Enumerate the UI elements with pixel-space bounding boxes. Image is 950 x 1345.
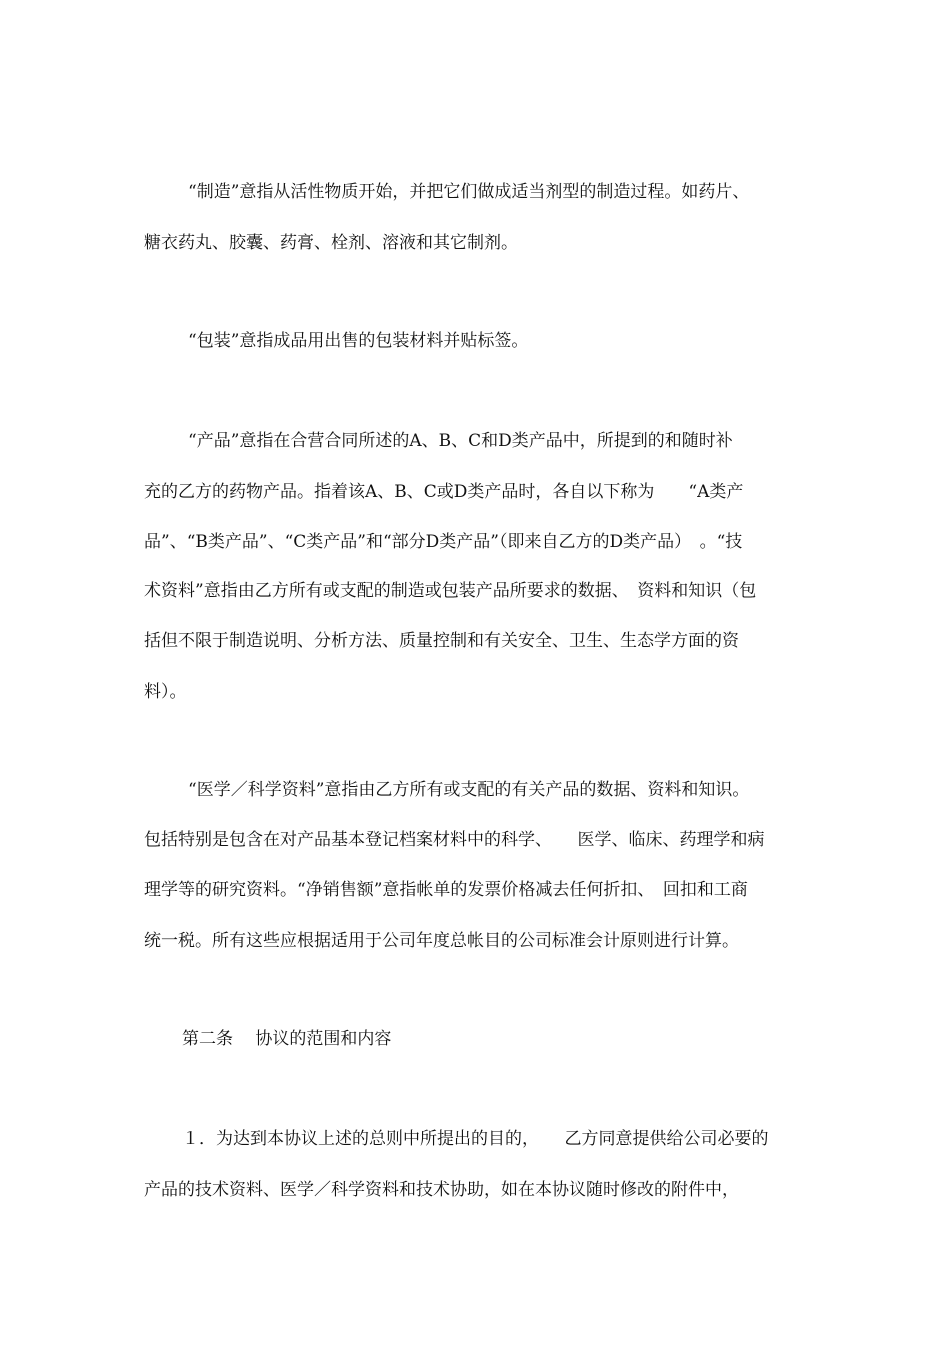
packaging-definition-line-1: “包装”意指成品用出售的包装材料并贴标签。 <box>188 331 529 351</box>
product-definition-line-5: 括但不限于制造说明、分析方法、质量控制和有关安全、卫生、生态学方面的资 <box>144 631 739 651</box>
article-two-item-one-line-2: 产品的技术资料、医学／科学资料和技术协助，如在本协议随时修改的附件中， <box>144 1180 739 1200</box>
medical-definition-line-2: 包括特别是包含在对产品基本登记档案材料中的科学、 医学、临床、药理学和病 <box>144 830 765 850</box>
product-definition-line-2: 充的乙方的药物产品。指着该A、B、C或D类产品时，各自以下称为 “A类产 <box>144 482 744 502</box>
product-definition-line-3: 品”、“B类产品”、“C类产品”和“部分D类产品”（即来自乙方的D类产品） 。“技 <box>144 532 743 552</box>
manufacture-definition-line-2: 糖衣药丸、胶囊、药膏、栓剂、溶液和其它制剂。 <box>144 233 518 253</box>
medical-definition-line-1: “医学／科学资料”意指由乙方所有或支配的有关产品的数据、资料和知识。 <box>188 780 750 800</box>
article-two-item-one-line-1: １．为达到本协议上述的总则中所提出的目的， 乙方同意提供给公司必要的 <box>182 1129 769 1149</box>
product-definition-line-4: 术资料”意指由乙方所有或支配的制造或包装产品所要求的数据、 资料和知识（包 <box>144 581 757 601</box>
medical-definition-line-4: 统一税。所有这些应根据适用于公司年度总帐目的公司标准会计原则进行计算。 <box>144 931 739 951</box>
manufacture-definition-line-1: “制造”意指从活性物质开始，并把它们做成适当剂型的制造过程。如药片、 <box>188 182 750 202</box>
product-definition-line-1: “产品”意指在合营合同所述的A、B、C和D类产品中，所提到的和随时补 <box>188 431 733 451</box>
article-two-heading: 第二条 协议的范围和内容 <box>182 1029 392 1049</box>
product-definition-line-6: 料）。 <box>144 682 187 702</box>
medical-definition-line-3: 理学等的研究资料。“净销售额”意指帐单的发票价格减去任何折扣、 回扣和工商 <box>144 880 748 900</box>
